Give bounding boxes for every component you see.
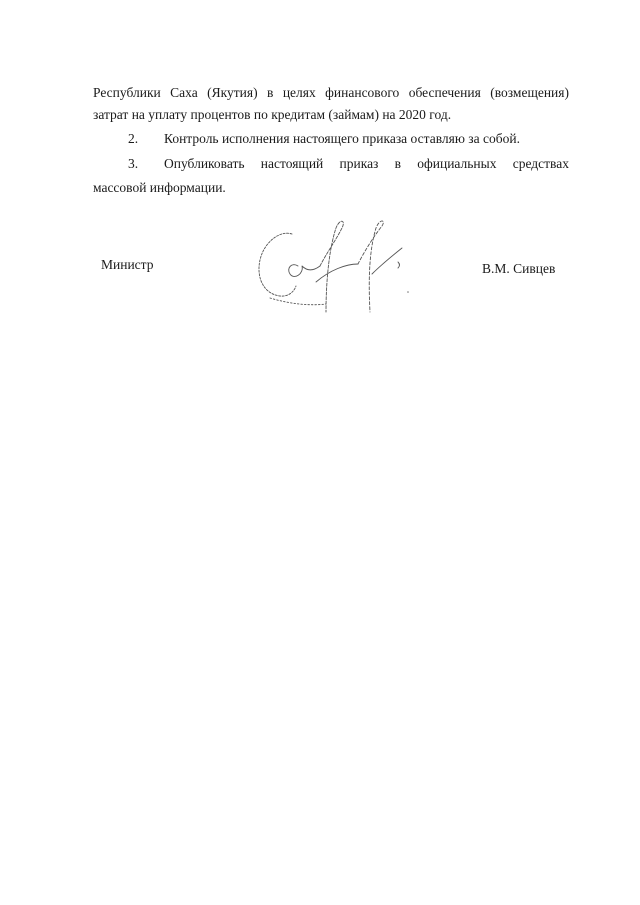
word: (возмещения)	[490, 85, 569, 100]
word: Саха	[170, 85, 198, 100]
paragraph-1-line-2: затрат на уплату процентов по кредитам (займам) на 2020 год.	[93, 107, 452, 122]
word: целях	[282, 85, 316, 100]
paragraph-1-line-1	[93, 84, 569, 102]
list-item-number: 3.	[128, 156, 139, 171]
list-item-3-line-1	[93, 155, 569, 173]
word: средствах	[512, 156, 569, 171]
word: Опубликовать	[164, 156, 245, 171]
list-item-2	[93, 130, 520, 148]
word: в	[394, 156, 402, 171]
word: официальных	[417, 156, 497, 171]
word: финансового	[325, 85, 400, 100]
word: в	[267, 85, 274, 100]
word: (Якутия)	[207, 85, 258, 100]
handwritten-signature	[250, 212, 420, 324]
list-item-3-line-2: массовой информации.	[93, 180, 226, 195]
list-item-text: Контроль исполнения настоящего приказа оставляю за собой.	[164, 131, 520, 146]
signatory-title: Министр	[101, 257, 154, 272]
word: настоящий	[260, 156, 324, 171]
word: приказ	[339, 156, 379, 171]
list-item-number: 2.	[128, 131, 139, 146]
word: обеспечения	[408, 85, 481, 100]
word: Республики	[93, 85, 161, 100]
signatory-name: В.М. Сивцев	[482, 261, 556, 276]
